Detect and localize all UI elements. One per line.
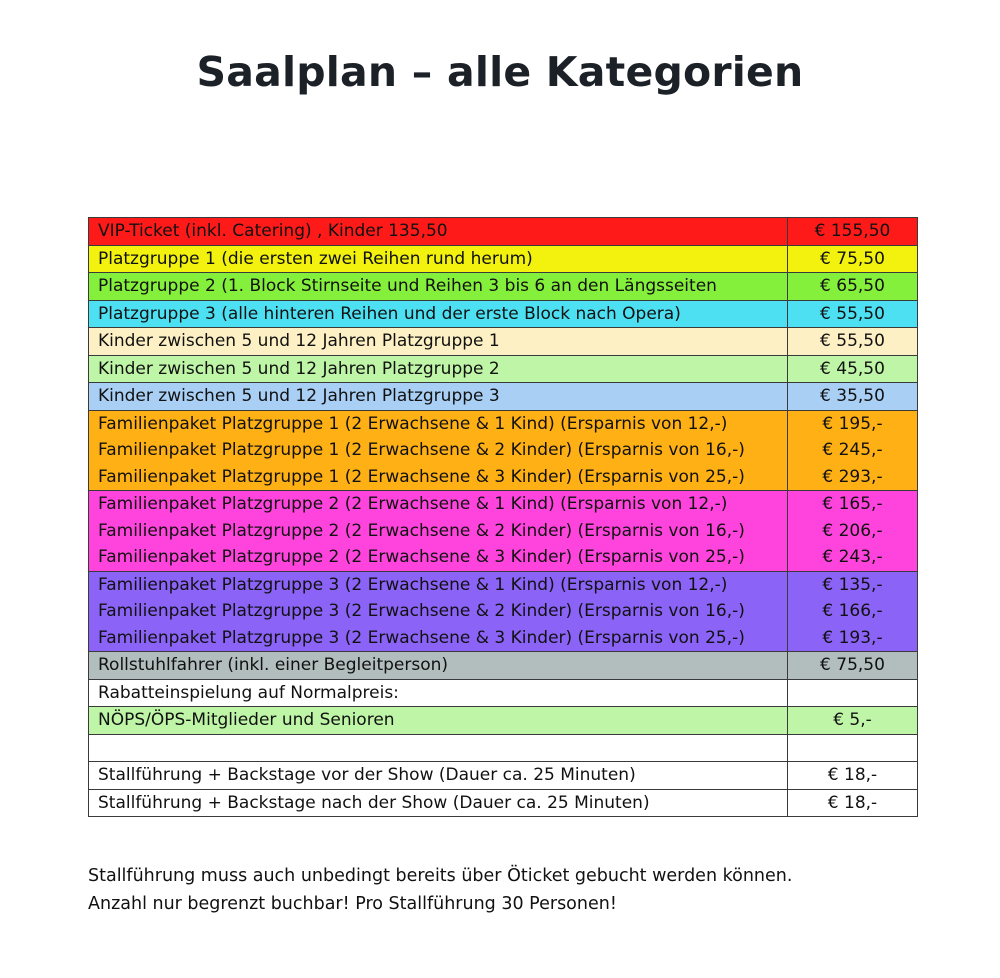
category-cell (89, 707, 788, 735)
category-cell (89, 383, 788, 411)
category-label: Familienpaket Platzgruppe 3 (2 Erwachsene & 2 Kinder) (Ersparnis von 16,-) (98, 601, 745, 621)
table-row (89, 218, 918, 246)
price-value: € 55,50 (820, 303, 885, 324)
table-row (89, 355, 918, 383)
category-label: Familienpaket Platzgruppe 2 (2 Erwachsene & 2 Kinder) (Ersparnis von 16,-) (98, 520, 745, 541)
category-label: Platzgruppe 1 (die ersten zwei Reihen rund herum) (98, 248, 533, 269)
price-value: € 45,50 (820, 358, 885, 379)
table-row (89, 789, 918, 817)
table-row (89, 491, 918, 572)
category-label: Stallführung + Backstage vor der Show (Dauer ca. 25 Minuten) (98, 765, 636, 785)
price-value: € 195,- (822, 413, 883, 434)
price-value: € 193,- (822, 627, 883, 648)
category-label: Platzgruppe 3 (alle hinteren Reihen und der erste Block nach Opera) (98, 303, 681, 324)
category-cell (89, 734, 788, 762)
category-cell (89, 679, 788, 707)
price-value: € 18,- (827, 792, 878, 813)
notes (88, 862, 792, 918)
price-cell (788, 245, 918, 273)
note-line-2: Anzahl nur begrenzt buchbar! Pro Stallführung 30 Personen! (88, 894, 617, 914)
price-cell (788, 734, 918, 762)
category-cell (89, 491, 788, 572)
table-row (89, 707, 918, 735)
category-cell (89, 273, 788, 301)
price-value: € 75,50 (820, 248, 885, 269)
table-row (89, 245, 918, 273)
price-value: € 243,- (822, 547, 883, 567)
price-cell (788, 571, 918, 652)
price-cell (788, 383, 918, 411)
table-row (89, 300, 918, 328)
price-value: € 5,- (833, 710, 872, 730)
price-value: € 65,50 (820, 276, 885, 296)
category-label: Rabatteinspielung auf Normalpreis: (98, 682, 399, 703)
category-cell (89, 571, 788, 652)
price-value: € 75,50 (820, 655, 885, 675)
table-row (89, 273, 918, 301)
category-label: Kinder zwischen 5 und 12 Jahren Platzgruppe 2 (98, 358, 500, 379)
price-cell (788, 491, 918, 572)
category-cell (89, 789, 788, 817)
price-value (788, 680, 917, 707)
category-label: Familienpaket Platzgruppe 2 (2 Erwachsene & 1 Kind) (Ersparnis von 12,-) (98, 494, 728, 514)
table-row (89, 762, 918, 790)
price-cell (788, 652, 918, 680)
category-cell (89, 652, 788, 680)
category-label (98, 735, 787, 762)
price-cell (788, 355, 918, 383)
table-row (89, 679, 918, 707)
price-value: € 55,50 (820, 331, 885, 351)
category-label: Familienpaket Platzgruppe 1 (2 Erwachsene & 1 Kind) (Ersparnis von 12,-) (98, 413, 728, 434)
table-row (89, 328, 918, 356)
price-value: € 18,- (827, 765, 878, 785)
category-label: Stallführung + Backstage nach der Show (Dauer ca. 25 Minuten) (98, 792, 650, 813)
table-row (89, 383, 918, 411)
price-cell (788, 679, 918, 707)
price-cell (788, 789, 918, 817)
table-row (89, 571, 918, 652)
table-row (89, 652, 918, 680)
price-table-body (89, 218, 918, 817)
category-cell (89, 410, 788, 491)
table-row (89, 410, 918, 491)
price-value: € 165,- (822, 494, 883, 514)
price-value: € 135,- (822, 574, 883, 595)
category-cell (89, 245, 788, 273)
category-label: Platzgruppe 2 (1. Block Stirnseite und Reihen 3 bis 6 an den Längsseiten (98, 276, 717, 296)
category-cell (89, 218, 788, 246)
category-cell (89, 355, 788, 383)
category-label: Familienpaket Platzgruppe 3 (2 Erwachsene & 1 Kind) (Ersparnis von 12,-) (98, 574, 728, 595)
price-value: € 166,- (822, 601, 883, 621)
price-value: € 35,50 (820, 386, 885, 406)
price-cell (788, 300, 918, 328)
price-cell (788, 218, 918, 246)
category-label: Kinder zwischen 5 und 12 Jahren Platzgruppe 3 (98, 386, 500, 406)
price-value: € 206,- (822, 520, 883, 541)
category-label: Familienpaket Platzgruppe 1 (2 Erwachsene & 2 Kinder) (Ersparnis von 16,-) (98, 440, 745, 460)
category-label: Kinder zwischen 5 und 12 Jahren Platzgruppe 1 (98, 331, 500, 351)
price-value: € 245,- (822, 440, 883, 460)
category-label: VIP-Ticket (inkl. Catering) , Kinder 135,50 (98, 221, 448, 241)
category-cell (89, 328, 788, 356)
note-line-1: Stallführung muss auch unbedingt bereits über Öticket gebucht werden können. (88, 866, 793, 886)
table-row (89, 734, 918, 762)
price-cell (788, 707, 918, 735)
price-cell (788, 410, 918, 491)
category-cell (89, 762, 788, 790)
price-value: € 293,- (822, 466, 883, 487)
price-table (88, 217, 918, 817)
price-cell (788, 273, 918, 301)
page-title: Saalplan – alle Kategorien (196, 48, 804, 96)
price-cell (788, 328, 918, 356)
category-label: Familienpaket Platzgruppe 3 (2 Erwachsene & 3 Kinder) (Ersparnis von 25,-) (98, 627, 745, 648)
category-label: NÖPS/ÖPS-Mitglieder und Senioren (98, 710, 395, 730)
category-label: Familienpaket Platzgruppe 2 (2 Erwachsene & 3 Kinder) (Ersparnis von 25,-) (98, 547, 745, 567)
category-cell (89, 300, 788, 328)
price-value (788, 735, 917, 762)
price-value: € 155,50 (814, 221, 891, 241)
category-label: Rollstuhlfahrer (inkl. einer Begleitperson) (98, 655, 449, 675)
category-label: Familienpaket Platzgruppe 1 (2 Erwachsene & 3 Kinder) (Ersparnis von 25,-) (98, 466, 745, 487)
price-cell (788, 762, 918, 790)
